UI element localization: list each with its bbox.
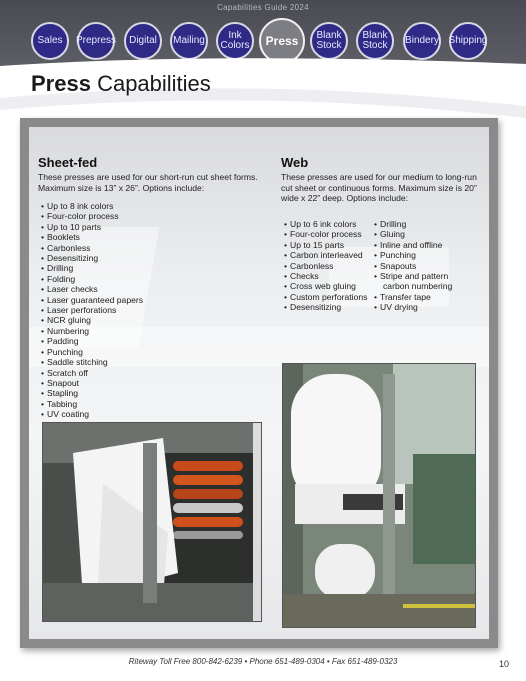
list-item: • Up to 10 parts: [41, 222, 143, 232]
sheetfed-description: These presses are used for our short-run cut sheet forms. Maximum size is 13” x 26”. Options include:: [38, 172, 258, 193]
list-item: • Checks: [284, 271, 367, 281]
list-item: • Drilling: [41, 263, 143, 273]
page-title-rest: Capabilities: [90, 71, 211, 96]
list-item: • Saddle stitching: [41, 357, 143, 367]
list-item: • Tabbing: [41, 399, 143, 409]
nav-blank-stock-2[interactable]: Blank Stock: [356, 22, 394, 60]
list-item: • Punching: [41, 347, 143, 357]
sheetfed-press-photo: [42, 422, 262, 622]
nav-shipping[interactable]: Shipping: [449, 22, 487, 60]
list-item: • Snapouts: [374, 261, 452, 271]
nav-sales[interactable]: Sales: [31, 22, 69, 60]
web-description: These presses are used for our medium to long-run cut sheet or continuous forms. Maximum size is 20” wide x 22” deep. Options include:: [281, 172, 477, 203]
list-item: carbon numbering: [383, 281, 453, 292]
list-item: • Desensitizing: [41, 253, 143, 263]
web-heading: Web: [281, 155, 309, 170]
list-item: • Transfer tape: [374, 292, 452, 302]
list-item: • Folding: [41, 274, 143, 284]
nav-ink-colors[interactable]: Ink Colors: [216, 22, 254, 60]
page-title-bold: Press: [31, 71, 91, 96]
list-item: • Carbonless: [41, 243, 143, 253]
list-item: • NCR gluing: [41, 315, 143, 325]
list-item: • Drilling: [374, 219, 452, 229]
list-item: • Gluing: [374, 229, 452, 239]
list-item: • Up to 8 ink colors: [41, 201, 143, 211]
list-item: • Cross web gluing: [284, 281, 367, 291]
list-item: • Padding: [41, 336, 143, 346]
list-item: • Laser perforations: [41, 305, 143, 315]
web-options-col1: [284, 219, 367, 313]
list-item: • Four-color process: [284, 229, 367, 239]
nav-blank-stock-1[interactable]: Blank Stock: [310, 22, 348, 60]
list-item: • Inline and offline: [374, 240, 452, 250]
list-item: • Snapout: [41, 378, 143, 388]
list-item: • Custom perforations: [284, 292, 367, 302]
nav-digital[interactable]: Digital: [124, 22, 162, 60]
list-item: • Up to 15 parts: [284, 240, 367, 250]
sheetfed-options: [41, 201, 143, 420]
page-number: 10: [499, 659, 510, 669]
list-item: • Stripe and pattern: [374, 271, 452, 281]
panel-background: [29, 127, 489, 639]
sheetfed-heading: Sheet-fed: [38, 155, 98, 170]
list-item: • Laser guaranteed papers: [41, 295, 143, 305]
list-item: • Desensitizing: [284, 302, 367, 312]
nav-bindery[interactable]: Bindery: [403, 22, 441, 60]
list-item: • Booklets: [41, 232, 143, 242]
content-panel: [20, 118, 498, 648]
list-item: • Up to 6 ink colors: [284, 219, 367, 229]
web-options-col2: [374, 219, 452, 313]
nav-press[interactable]: Press: [259, 18, 305, 64]
list-item: • Carbon interleaved: [284, 250, 367, 260]
list-item: • Carbonless: [284, 261, 367, 271]
nav-mailing[interactable]: Mailing: [170, 22, 208, 60]
web-press-photo: [282, 363, 476, 628]
list-item: • Four-color process: [41, 211, 143, 221]
list-item: • Punching: [374, 250, 452, 260]
list-item: • Stapling: [41, 388, 143, 398]
footer-contact: Riteway Toll Free 800-842-6239 • Phone 651-489-0304 • Fax 651-489-0323: [128, 657, 398, 666]
list-item: • UV coating: [41, 409, 143, 419]
list-item: • UV drying: [374, 302, 452, 312]
page-title: [31, 71, 211, 97]
guide-title: Capabilities Guide 2024: [217, 3, 309, 12]
list-item: • Laser checks: [41, 284, 143, 294]
list-item: • Scratch off: [41, 368, 143, 378]
nav-prepress[interactable]: Prepress: [77, 22, 115, 60]
list-item: • Numbering: [41, 326, 143, 336]
